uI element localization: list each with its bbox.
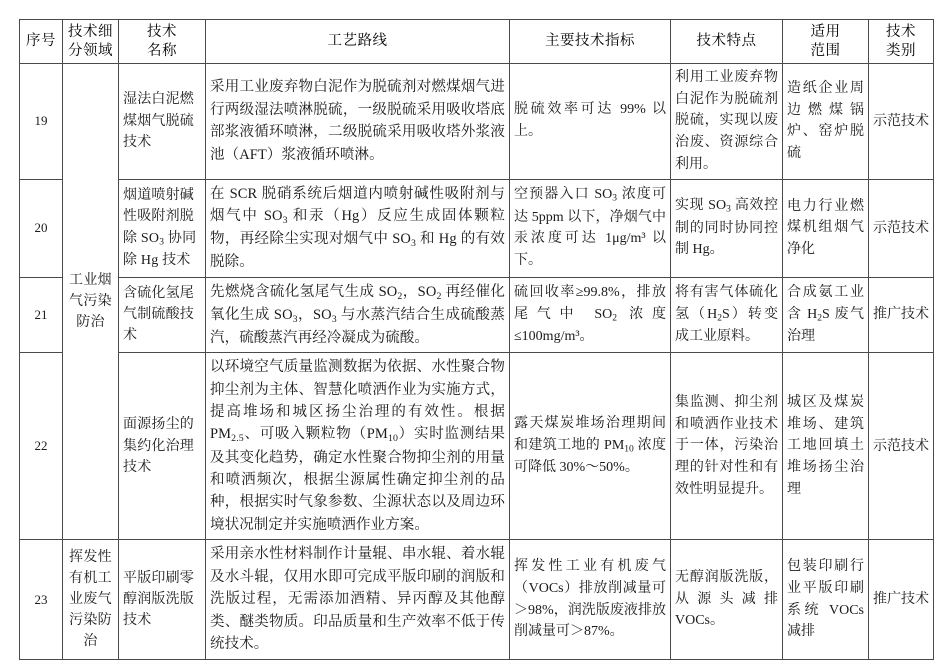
table-row bbox=[20, 179, 934, 277]
cell-main-technical-index: 空预器入口 $SO_3$ 浓度可达 5ppm 以下，净烟气中汞浓度可达 1μg/m³ 以下。 bbox=[510, 179, 671, 277]
header-line: 序号 bbox=[26, 33, 56, 50]
header-row bbox=[20, 20, 934, 64]
column-header-name bbox=[119, 20, 206, 64]
header-line: 名称 bbox=[147, 42, 177, 59]
cell-process-route: 以环境空气质量监测数据为依据、水性聚合物抑尘剂为主体、智慧化喷洒作业为实施方式，提高堆场和城区扬尘治理的有效性。根据 $PM_{2.5}$、可吸入颗粒物$(PM_{10})$实时监测结果及其变化趋势，确定水性聚合物抑尘剂的用量和喷洒频次，根据尘源属性确定抑尘剂的品种，根据实时气象参数、尘源状态以及周边环境状况制定并实施喷洒作业方案。 bbox=[206, 353, 510, 540]
column-header-feature bbox=[671, 20, 783, 64]
cell-technology-category: 示范技术 bbox=[869, 64, 934, 179]
cell-applicable-scope: 包装印刷行业平版印刷系统 VOCs 减排 bbox=[783, 540, 869, 659]
cell-technology-category: 示范技术 bbox=[869, 179, 934, 277]
cell-applicable-scope: 合成氨工业含 $H_2S$ 废气治理 bbox=[783, 277, 869, 353]
cell-technology-feature: 集监测、抑尘剂和喷洒作业技术于一体，污染治理的针对性和有效性明显提升。 bbox=[671, 353, 783, 540]
cell-applicable-scope: 造纸企业周边燃煤锅炉、窑炉脱硫 bbox=[783, 64, 869, 179]
cell-applicable-scope: 城区及煤炭堆场、建筑工地回填土堆场扬尘治理 bbox=[783, 353, 869, 540]
cell-process-route: 采用亲水性材料制作计量辊、串水辊、着水辊及水斗辊，仅用水即可完成平版印刷的润版和洗版过程，无需添加酒精、异丙醇及其他醇类、醚类物质。印品质量和生产效率不低于传统技术。 bbox=[206, 540, 510, 659]
cell-technology-name: 烟道喷射碱性吸附剂脱除 $SO_3$ 协同除 Hg 技术 bbox=[119, 179, 206, 277]
cell-process-route: 在 SCR 脱硝系统后烟道内喷射碱性吸附剂与烟气中 $SO_3$ 和汞（Hg）反应生成固体颗粒物，再经除尘实现对烟气中 $SO_3$ 和 Hg 的有效脱除。 bbox=[206, 179, 510, 277]
column-header-no bbox=[20, 20, 63, 64]
cell-main-technical-index: 挥发性工业有机废气（VOCs）排放削减量可＞98%，润洗版废液排放削减量可＞87%。 bbox=[510, 540, 671, 659]
cell-technology-feature: 将有害气体硫化氢$(H_2S)$转变成工业原料。 bbox=[671, 277, 783, 353]
cell-technology-feature: 实现 $SO_3$ 高效控制的同时协同控制 Hg。 bbox=[671, 179, 783, 277]
column-header-scope bbox=[783, 20, 869, 64]
table-row bbox=[20, 64, 934, 179]
cell-technology-category: 推广技术 bbox=[869, 540, 934, 659]
table-row bbox=[20, 277, 934, 353]
cell-main-technical-index: 硫回收率≥99.8%，排放尾气中 $SO_2$ 浓度≤100mg/m³。 bbox=[510, 277, 671, 353]
column-header-route bbox=[206, 20, 510, 64]
header-line: 分领域 bbox=[68, 42, 113, 59]
cell-technology-feature: 无醇润版洗版，从源头减排 VOCs。 bbox=[671, 540, 783, 659]
cell-technology-name: 面源扬尘的集约化治理技术 bbox=[119, 353, 206, 540]
header-line: 技术细 bbox=[68, 24, 113, 40]
header-line: 技术 bbox=[147, 24, 177, 40]
column-header-index bbox=[510, 20, 671, 64]
cell-technology-name: 平版印刷零醇润版洗版技术 bbox=[119, 540, 206, 659]
technology-catalog-table-wrapper bbox=[19, 19, 933, 660]
cell-serial-number: 21 bbox=[20, 277, 63, 353]
cell-technology-name: 含硫化氢尾气制硫酸技术 bbox=[119, 277, 206, 353]
header-line: 技术 bbox=[886, 24, 916, 40]
header-line: 类别 bbox=[886, 42, 916, 59]
cell-serial-number: 20 bbox=[20, 179, 63, 277]
cell-technology-category: 示范技术 bbox=[869, 353, 934, 540]
header-line: 适用 bbox=[810, 24, 841, 40]
cell-technology-subfield: 工业烟气污染防治 bbox=[63, 64, 119, 540]
cell-technology-name: 湿法白泥燃煤烟气脱硫技术 bbox=[119, 64, 206, 179]
table-row bbox=[20, 353, 934, 540]
table-body bbox=[20, 64, 934, 660]
header-line: 技术特点 bbox=[696, 33, 757, 50]
column-header-type bbox=[869, 20, 934, 64]
cell-process-route: 采用工业废弃物白泥作为脱硫剂对燃煤烟气进行两级湿法喷淋脱硫，一级脱硫采用吸收塔底部浆液循环喷淋，二级脱硫采用吸收塔外浆液池（AFT）浆液循环喷淋。 bbox=[206, 64, 510, 179]
header-line: 范围 bbox=[810, 42, 841, 59]
cell-applicable-scope: 电力行业燃煤机组烟气净化 bbox=[783, 179, 869, 277]
table-header bbox=[20, 20, 934, 64]
column-header-field bbox=[63, 20, 119, 64]
cell-serial-number: 23 bbox=[20, 540, 63, 659]
technology-catalog-table bbox=[19, 19, 934, 660]
cell-process-route: 先燃烧含硫化氢尾气生成 $SO_2$，$SO_2$ 再经催化氧化生成 $SO_3$，$SO_3$ 与水蒸汽结合生成硫酸蒸汽，硫酸蒸汽再经冷凝成为硫酸。 bbox=[206, 277, 510, 353]
table-row bbox=[20, 540, 934, 659]
cell-serial-number: 19 bbox=[20, 64, 63, 179]
cell-technology-feature: 利用工业废弃物白泥作为脱硫剂脱硫，实现以废治废、资源综合利用。 bbox=[671, 64, 783, 179]
cell-technology-category: 推广技术 bbox=[869, 277, 934, 353]
cell-main-technical-index: 露天煤炭堆场治理期间和建筑工地的 $PM_{10}$ 浓度可降低 30%～50%。 bbox=[510, 353, 671, 540]
header-line: 工艺路线 bbox=[327, 33, 388, 50]
cell-technology-subfield: 挥发性有机工业废气污染防治 bbox=[63, 540, 119, 659]
cell-serial-number: 22 bbox=[20, 353, 63, 540]
cell-main-technical-index: 脱硫效率可达 99% 以上。 bbox=[510, 64, 671, 179]
header-line: 主要技术指标 bbox=[545, 33, 635, 50]
